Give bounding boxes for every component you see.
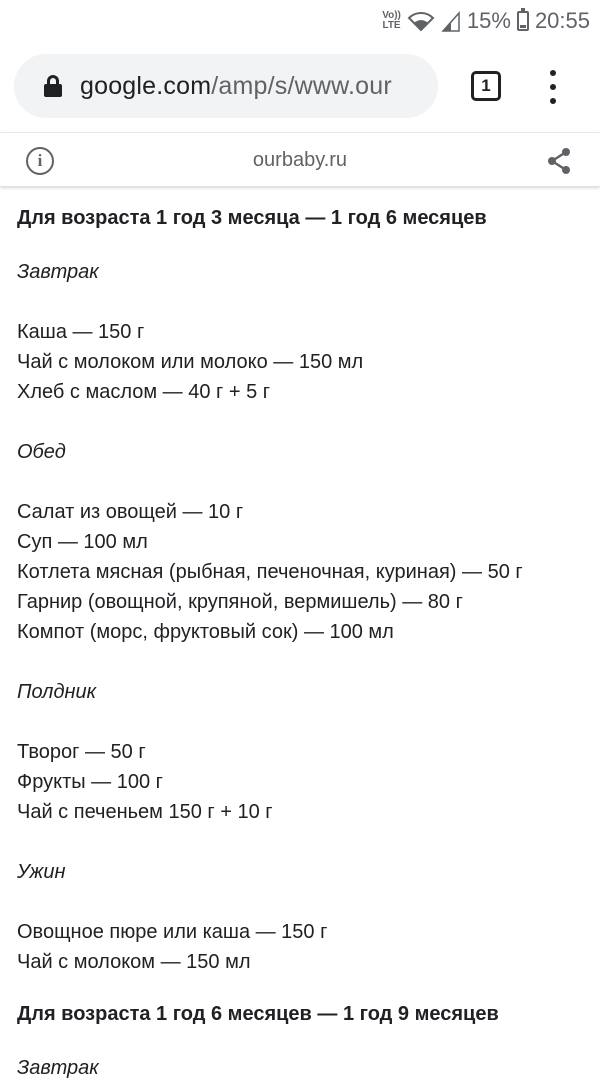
list-item: Чай с молоком — 150 мл [17,951,251,973]
clock: 20:55 [534,8,590,33]
list-item: Овощное пюре или каша — 150 г [17,921,328,943]
age-heading: Для возраста 1 год 6 месяцев — 1 год 9 месяцев [17,1003,499,1025]
status-icons [382,6,590,36]
list-item: Компот (морс, фруктовый сок) — 100 мл [17,621,394,643]
meal-title-snack: Полдник [17,681,97,703]
list-item: Суп — 100 мл [17,531,148,553]
list-item: Фрукты — 100 г [17,771,163,793]
url-text[interactable] [80,72,392,101]
article-content [17,186,587,1083]
list-item: Салат из овощей — 10 г [17,501,244,523]
volte-bottom-label: LTE [382,20,401,31]
url-host: google.com [80,71,212,100]
lunch-list [17,497,587,647]
share-icon[interactable] [545,147,573,175]
amp-header [0,132,600,186]
volte-top-label: Vo)) [382,10,401,21]
tab-switcher-button[interactable]: 1 [471,71,501,101]
meal-title-breakfast: Завтрак [17,1057,99,1079]
list-item: Каша — 150 г [17,321,145,343]
breakfast-list [17,317,587,407]
list-item: Чай с молоком или молоко — 150 мл [17,351,364,373]
volte-icon [382,11,401,31]
info-icon[interactable]: i [26,147,54,175]
signal-icon [441,10,461,32]
address-bar[interactable] [14,54,438,118]
lock-icon[interactable] [44,75,62,97]
amp-domain[interactable]: ourbaby.ru [252,149,348,171]
list-item: Хлеб с маслом — 40 г + 5 г [17,381,271,403]
snack-list [17,737,587,827]
list-item: Гарнир (овощной, крупяной, вермишель) — 80 г [17,591,463,613]
meal-title-dinner: Ужин [17,861,66,883]
battery-percent: 15% [466,8,511,33]
more-menu-icon[interactable] [545,68,561,106]
list-item: Котлета мясная (рыбная, печеночная, куриная) — 50 г [17,561,523,583]
dinner-list [17,917,587,977]
battery-icon [517,11,529,31]
meal-title-breakfast: Завтрак [17,261,99,283]
list-item: Творог — 50 г [17,741,146,763]
wifi-icon [407,10,435,32]
url-path: /amp/s/www.our [211,71,392,100]
status-bar [0,0,600,42]
list-item: Чай с печеньем 150 г + 10 г [17,801,273,823]
browser-toolbar [0,42,600,132]
age-heading: Для возраста 1 год 3 месяца — 1 год 6 месяцев [17,207,487,229]
meal-title-lunch: Обед [17,441,66,463]
